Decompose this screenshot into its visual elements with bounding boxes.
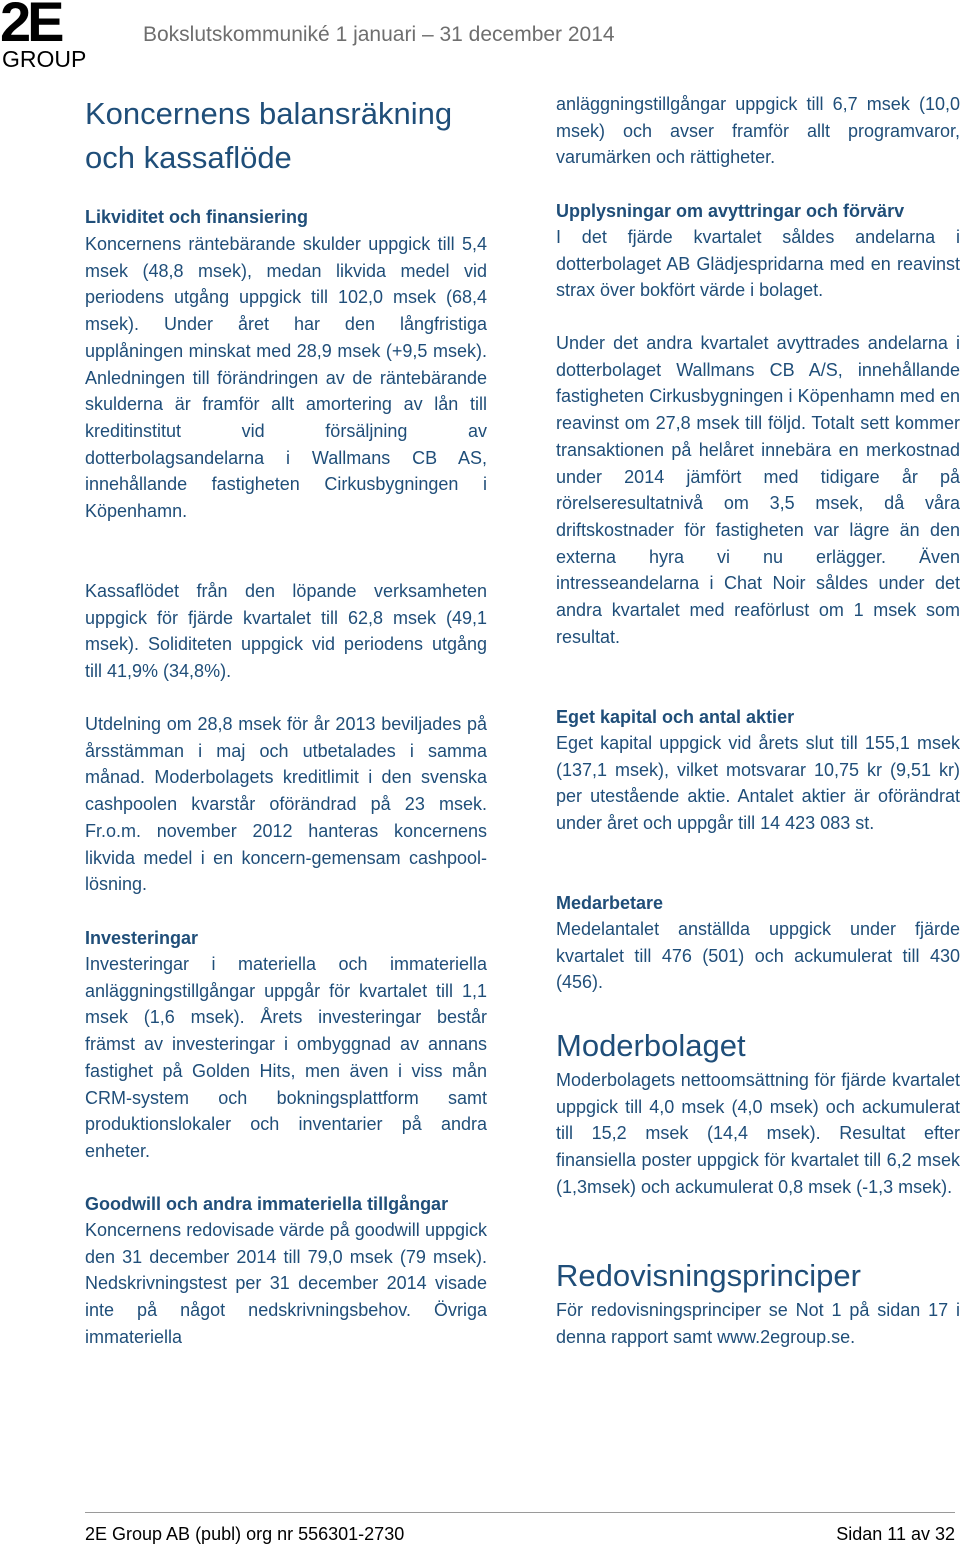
heading-line-1: Koncernens balansräkning	[85, 96, 453, 131]
subheading-eget-kapital: Eget kapital och antal aktier	[556, 707, 795, 727]
footer-company: 2E Group AB (publ) org nr 556301-2730	[85, 1524, 405, 1544]
section-heading-balance	[85, 92, 487, 180]
heading-line-2: och kassaflöde	[85, 140, 292, 175]
company-logo	[0, 0, 92, 76]
paragraph-investeringar: Investeringar i materiella och immateriella anläggningstillgångar uppgår för kvartalet till 1,1 msek (1,6 msek). Årets investeringar består främst av investeringar i ombyggnad av annans fastighet på Golden Hits, men även i viss mån CRM-system och bokningsplattform samt produktionslokaler och inventarier på andra enheter.	[85, 954, 487, 1161]
logo-text: GROUP	[2, 46, 87, 72]
paragraph-redovisning: För redovisningsprinciper se Not 1 på sidan 17 i denna rapport samt www.2egroup.se.	[556, 1300, 960, 1347]
subheading-investeringar: Investeringar	[85, 928, 199, 948]
paragraph-moderbolaget: Moderbolagets nettoomsättning för fjärde kvartalet uppgick till 4,0 msek (4,0 msek) och ackumulerat till 15,2 msek (14,4 msek). Resultat efter finansiella poster uppgick för kvartalet till 6,2 msek (1,3msek) och ackumulerat 0,8 msek (-1,3 msek).	[556, 1070, 960, 1197]
section-heading-redovisning: Redovisningsprinciper	[556, 1258, 861, 1293]
document-header-title: Bokslutskommuniké 1 januari – 31 december 2014	[143, 23, 615, 46]
paragraph-medarbetare: Medelantalet anställda uppgick under fjärde kvartalet till 476 (501) och ackumulerat till 430 (456).	[556, 919, 960, 993]
paragraph-likviditet-2: Kassaflödet från den löpande verksamheten uppgick för fjärde kvartalet till 62,8 msek (49,1 msek). Soliditeten uppgick vid periodens utgång till 41,9% (34,8%).	[85, 581, 487, 682]
paragraph-likviditet-1: Koncernens räntebärande skulder uppgick till 5,4 msek (48,8 msek), medan likvida medel vid periodens utgång uppgick till 102,0 msek (68,4 msek). Under året har den långfristiga upplåningen minskat med 28,9 msek (+9,5 msek). Anledningen till förändringen av de räntebärande skulderna är framför allt amortering av lån till kreditinstitut vid försäljning av dotterbolagsandelarna i Wallmans CB AS, innehållande fastigheten Cirkusbygningen i Köpenhamn.	[85, 234, 487, 522]
subheading-goodwill: Goodwill och andra immateriella tillgångar	[85, 1194, 449, 1214]
logo-mark: 2E	[0, 0, 61, 53]
subheading-medarbetare: Medarbetare	[556, 893, 664, 913]
paragraph-likviditet-3: Utdelning om 28,8 msek för år 2013 beviljades på årsstämman i maj och utbetalades i samma månad. Moderbolagets kreditlimit i den svenska cashpoolen kvarstår oförändrad på 23 msek. Fr.o.m. november 2012 hanteras koncernens likvida medel i en koncern-gemensam cashpool-lösning.	[85, 714, 487, 895]
paragraph-avyttringar-1: I det fjärde kvartalet såldes andelarna i dotterbolaget AB Glädjespridarna med en reavinst strax över bokfört värde i bolaget.	[556, 227, 960, 301]
paragraph-continued: anläggningstillgångar uppgick till 6,7 msek (10,0 msek) och avser framför allt programvaror, varumärken och rättigheter.	[556, 94, 960, 168]
footer-divider	[85, 1512, 955, 1513]
paragraph-eget-kapital: Eget kapital uppgick vid årets slut till 155,1 msek (137,1 msek), vilket motsvarar 10,75 kr (9,51 kr) per utestående aktie. Antalet aktier är oförändrat under året och uppgår till 14 423 083 st.	[556, 733, 960, 834]
footer-page-number: Sidan 11 av 32	[836, 1524, 955, 1544]
subheading-likviditet: Likviditet och finansiering	[85, 207, 309, 227]
section-heading-moderbolaget: Moderbolaget	[556, 1028, 746, 1063]
paragraph-avyttringar-2: Under det andra kvartalet avyttrades andelarna i dotterbolaget Wallmans CB A/S, innehållande fastigheten Cirkusbygningen i Köpenhamn med en reavinst om 27,8 msek till följd. Totalt sett kommer transaktionen på helåret innebära en merkostnad under 2014 jämfört med tidigare år på rörelseresultatnivå om 3,5 msek, då våra driftskostnader för fastigheten var lägre än den externa hyra vi nu erlägger. Även intresseandelarna i Chat Noir såldes under det andra kvartalet med reaförlust om 1 msek som resultat.	[556, 333, 960, 647]
paragraph-goodwill: Koncernens redovisade värde på goodwill uppgick den 31 december 2014 till 79,0 msek (79 msek). Nedskrivningstest per 31 december 2014 visade inte på något nedskrivningsbehov. Övriga immateriella	[85, 1220, 487, 1347]
subheading-avyttringar: Upplysningar om avyttringar och förvärv	[556, 201, 905, 221]
